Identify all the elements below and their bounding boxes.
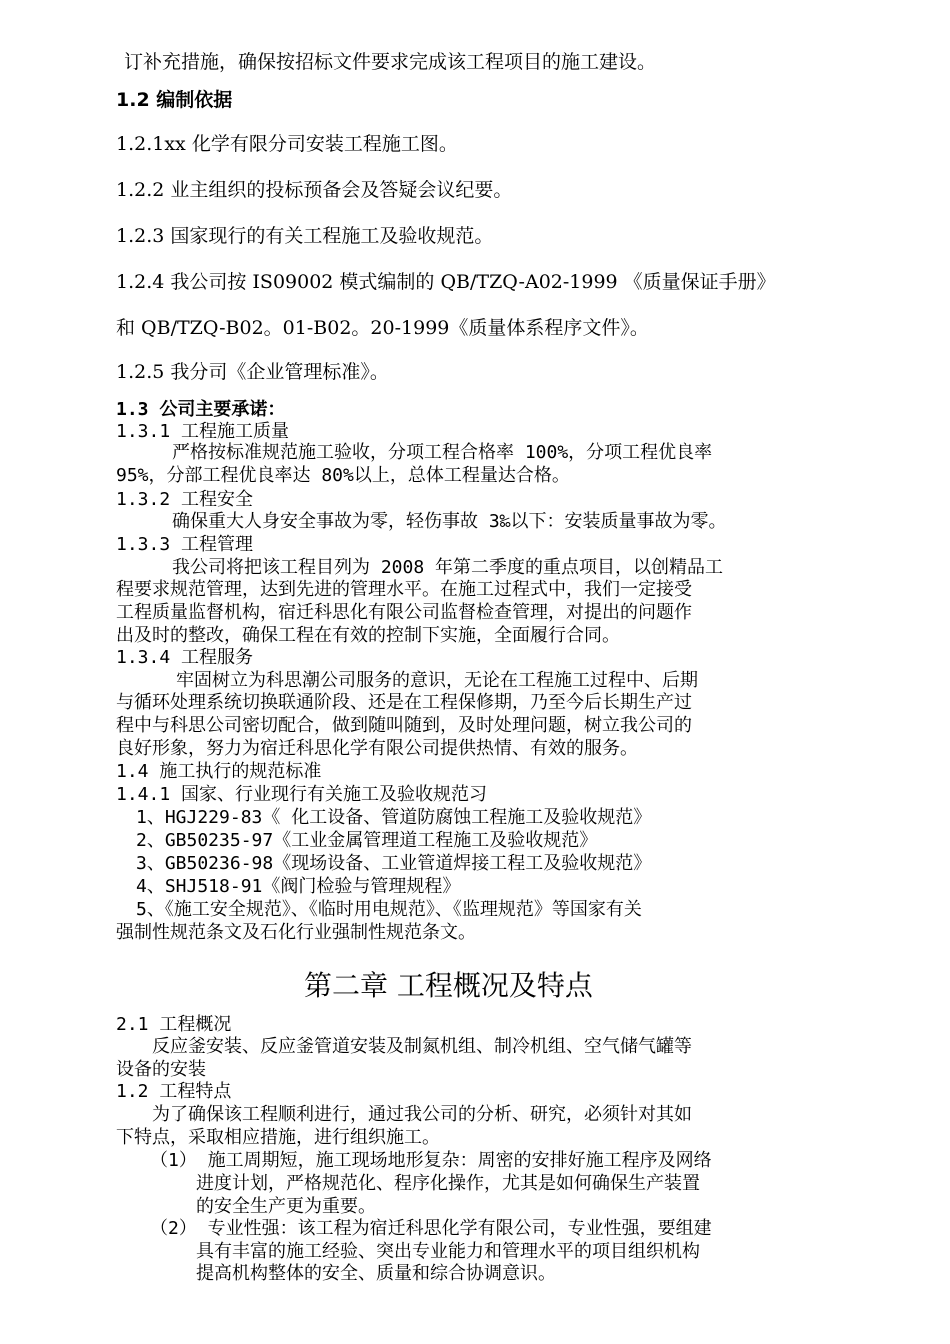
section-heading: 1.2 编制依据 [116,89,233,111]
text-line: 程中与科思公司密切配合，做到随叫随到，及时处理问题，树立我公司的 [116,715,692,736]
list-item: 2、GB50235-97《工业金属管理道工程施工及验收规范》 [136,830,598,851]
text-line: 为了确保该工程顺利进行，通过我公司的分析、研究，必须针对其如 [152,1104,692,1125]
list-item: （2） 专业性强：该工程为宿迁科思化学有限公司，专业性强，要组建 [150,1218,712,1239]
subsection-heading: 1.3.4 工程服务 [116,647,254,668]
text-line: 出及时的整改，确保工程在有效的控制下实施，全面履行合同。 [116,625,620,646]
text-line: 程要求规范管理，达到先进的管理水平。在施工过程式中，我们一定接受 [116,579,692,600]
text-line: 良好形象，努力为宿迁科思化学有限公司提供热情、有效的服务。 [116,738,638,759]
text-line: 反应釜安装、反应釜管道安装及制氮机组、制冷机组、空气储气罐等 [152,1036,692,1057]
text-line: 95%，分部工程优良率达 80%以上，总体工程量达合格。 [116,465,570,486]
list-item: 5、《施工安全规范》、《临时用电规范》、《监理规范》等国家有关 [136,899,642,920]
chapter-title: 第二章 工程概况及特点 [304,969,593,1002]
section-heading: 1.2 工程特点 [116,1081,232,1102]
text-line: 1.2.2 业主组织的投标预备会及答疑会议纪要。 [116,179,513,201]
text-line: 进度计划，严格规范化、程序化操作，尤其是如何确保生产装置 [196,1173,700,1194]
list-item: 3、GB50236-98《现场设备、工业管道焊接工程工及验收规范》 [136,853,652,874]
text-line: 具有丰富的施工经验、突出专业能力和管理水平的项目组织机构 [196,1241,700,1262]
list-item: 4、SHJ518-91《阀门检验与管理规程》 [136,876,461,897]
text-line: 严格按标准规范施工验收，分项工程合格率 100%，分项工程优良率 [172,442,713,463]
text-line: 1.2.4 我公司按 IS09002 模式编制的 QB/TZQ-A02-1999 《质量保证手册》 [116,271,776,293]
subsection-heading: 1.3.3 工程管理 [116,534,254,555]
text-line: 1.2.1xx 化学有限分司安装工程施工图。 [116,133,458,155]
text-line: 1.2.3 国家现行的有关工程施工及验收规范。 [116,225,494,247]
text-line: 强制性规范条文及石化行业强制性规范条文。 [116,922,476,943]
text-line: 提高机构整体的安全、质量和综合协调意识。 [196,1263,556,1284]
section-heading: 1.3 公司主要承诺： [116,399,286,420]
text-line: 订补充措施，确保按招标文件要求完成该工程项目的施工建设。 [124,51,657,73]
list-item: （1） 施工周期短，施工现场地形复杂：周密的安排好施工程序及网络 [150,1150,712,1171]
section-heading: 1.4 施工执行的规范标准 [116,761,322,782]
subsection-heading: 1.3.2 工程安全 [116,489,254,510]
text-line: 与循环处理系统切换联通阶段、还是在工程保修期，乃至今后长期生产过 [116,692,692,713]
text-line: 确保重大人身安全事故为零，轻伤事故 3‰以下：安装质量事故为零。 [172,511,727,532]
subsection-heading: 1.3.1 工程施工质量 [116,421,290,442]
subsection-heading: 1.4.1 国家、行业现行有关施工及验收规范习 [116,784,488,805]
text-line: 1.2.5 我分司《企业管理标准》。 [116,361,389,383]
list-item: 1、HGJ229-83《 化工设备、管道防腐蚀工程施工及验收规范》 [136,807,652,828]
text-line: 的安全生产更为重要。 [196,1196,376,1217]
section-heading: 2.1 工程概况 [116,1014,232,1035]
text-line: 工程质量监督机构，宿迁科思化有限公司监督检查管理，对提出的问题作 [116,602,692,623]
text-line: 和 QB/TZQ-B02。01-B02。20-1999《质量体系程序文件》。 [116,317,649,339]
text-line: 我公司将把该工程目列为 2008 年第二季度的重点项目，以创精品工 [172,557,724,578]
text-line: 下特点，采取相应措施，进行组织施工。 [116,1127,440,1148]
text-line: 设备的安装 [116,1059,206,1080]
text-line: 牢固树立为科思潮公司服务的意识，无论在工程施工过程中、后期 [176,670,698,691]
